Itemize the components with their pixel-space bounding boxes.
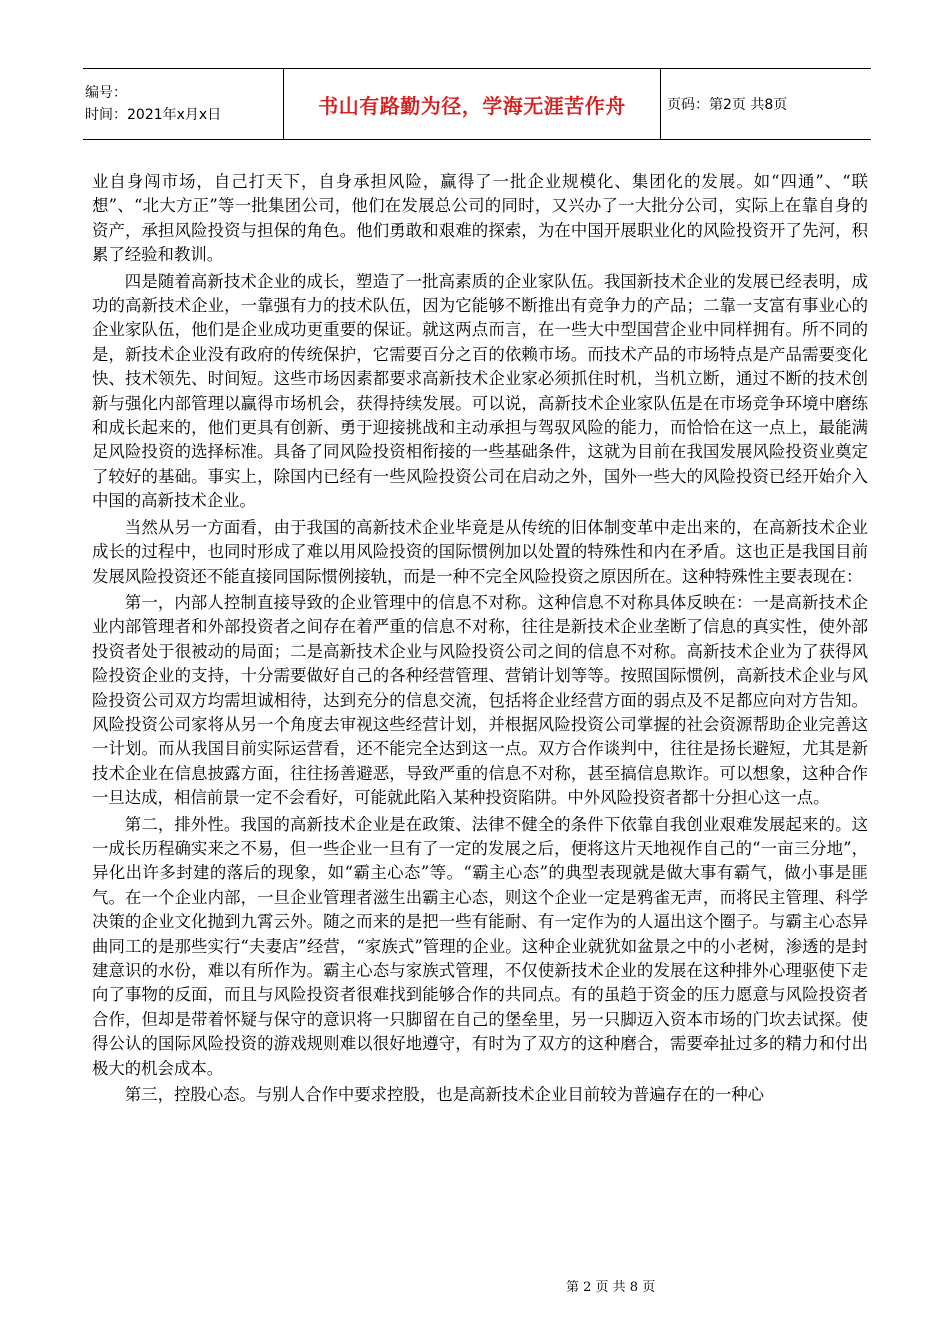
body-paragraph: 四是随着高新技术企业的成长，塑造了一批高素质的企业家队伍。我国新技术企业的发展已经表明，成功的高新技术企业，一靠强有力的技术队伍，因为它能够不断推出有竞争力的产品；二靠一支富有事业心的企业家队伍，他们是企业成功更重要的保证。就这两点而言，在一些大中型国营企业中同样拥有。所不同的是，新技术企业没有政府的传统保护，它需要百分之百的依赖市场。而技术产品的市场特点是产品需要变化快、技术领先、时间短。这些市场因素都要求高新技术企业家必须抓住时机，当机立断，通过不断的技术创新与强化内部管理以赢得市场机会，获得持续发展。可以说，高新技术企业家队伍是在市场竞争环境中磨练和成长起来的，他们更具有创新、勇于迎接挑战和主动承担与驾驭风险的能力，而恰恰在这一点上，最能满足风险投资的选择标准。具备了同风险投资相衔接的一些基础条件，这就为目前在我国发展风险投资业奠定了较好的基础。事实上，除国内已经有一些风险投资公司在启动之外，国外一些大的风险投资已经开始介入中国的高新技术企业。: [92, 271, 868, 511]
header-meta: [83, 69, 284, 139]
document-body: [92, 170, 868, 1107]
document-number-label: 编号：: [85, 85, 127, 101]
body-paragraph: 第一，内部人控制直接导致的企业管理中的信息不对称。这种信息不对称具体反映在：一是高新技术企业内部管理者和外部投资者之间存在着严重的信息不对称，往往是新技术企业垄断了信息的真实性，使外部投资者处于很被动的局面；二是高新技术企业与风险投资公司之间的信息不对称。高新技术企业为了获得风险投资企业的支持，十分需要做好自己的各种经营管理、营销计划等等。按照国际惯例，高新技术企业与风险投资公司双方均需坦诚相待，达到充分的信息交流，包括将企业经营方面的弱点及不足都应向对方告知。风险投资公司家将从另一个角度去审视这些经营计划，并根据风险投资公司掌握的社会资源帮助企业完善这一计划。而从我国目前实际运营看，还不能完全达到这一点。双方合作谈判中，往往是扬长避短，尤其是新技术企业在信息披露方面，往往扬善避恶，导致严重的信息不对称，甚至搞信息欺诈。可以想象，这种合作一旦达成，相信前景一定不会看好，可能就此陷入某种投资陷阱。中外风险投资者都十分担心这一点。: [92, 592, 868, 808]
body-paragraph: 第二，排外性。我国的高新技术企业是在政策、法律不健全的条件下依靠自我创业艰难发展起来的。这一成长历程确实来之不易，但一些企业一旦有了一定的发展之后，便将这片天地视作自己的“一亩三分地”，异化出许多封建的落后的现象，如“霸主心态”等。“霸主心态”的典型表现就是做大事有霸气，做小事是匪气。在一个企业内部，一旦企业管理者滋生出霸主心态，则这个企业一定是鸦雀无声，而将民主管理、科学决策的企业文化抛到九霄云外。随之而来的是把一些有能耐、有一定作为的人逼出这个圈子。与霸主心态异曲同工的是那些实行“夫妻店”经营，“家族式”管理的企业。这种企业就犹如盆景之中的小老树，渗透的是封建意识的水份，难以有所作为。霸主心态与家族式管理，不仅使新技术企业的发展在这种排外心理驱使下走向了事物的反面，而且与风险投资者很难找到能够合作的共同点。有的虽趋于资金的压力愿意与风险投资者合作，但却是带着怀疑与保守的意识将一只脚留在自己的堡垒里，另一只脚迈入资本市场的门坎去试探。使得公认的国际风险投资的游戏规则难以很好地遵守，有时为了双方的这种磨合，需要牵扯过多的精力和付出极大的机会成本。: [92, 814, 868, 1078]
header-motto-cell: [284, 69, 661, 139]
footer-page-number: 第 2 页 共 8 页: [566, 1280, 656, 1295]
page-footer: [566, 1276, 866, 1295]
header-page-cell: [661, 69, 871, 139]
body-paragraph: 当然从另一方面看，由于我国的高新技术企业毕竟是从传统的旧体制变革中走出来的，在高新技术企业成长的过程中，也同时形成了难以用风险投资的国际惯例加以处置的特殊性和内在矛盾。这也正是我国目前发展风险投资还不能直接同国际惯例接轨，而是一种不完全风险投资之原因所在。这种特殊性主要表现在：: [92, 517, 868, 586]
header-page-info: 页码：第2页 共8页: [667, 97, 788, 113]
header-motto: 书山有路勤为径，学海无涯苦作舟: [318, 93, 626, 118]
page-header: [83, 68, 871, 140]
body-paragraph: 业自身闯市场，自己打天下，自身承担风险，赢得了一批企业规模化、集团化的发展。如“四通”、“联想”、“北大方正”等一批集团公司，他们在发展总公司的同时，又兴办了一大批分公司，实际上在靠自身的资产，承担风险投资与担保的角色。他们勇敢和艰难的探索，为在中国开展职业化的风险投资开了先河，积累了经验和教训。: [92, 172, 868, 265]
body-paragraph: 第三，控股心态。与别人合作中要求控股，也是高新技术企业目前较为普遍存在的一种心: [124, 1085, 765, 1105]
document-date-label: 时间：2021年x月x日: [85, 107, 222, 123]
